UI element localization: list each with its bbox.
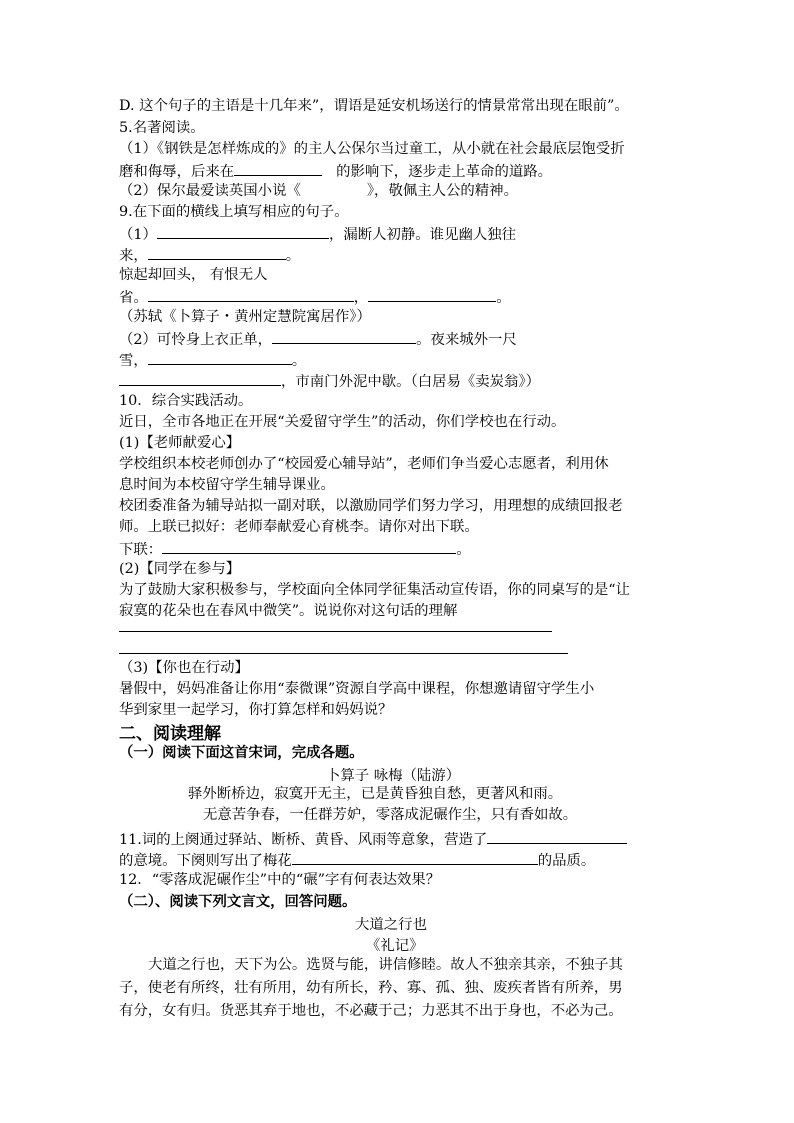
answer-blank[interactable] xyxy=(119,371,281,386)
answer-blank[interactable] xyxy=(148,350,292,365)
question-10-3-heading: （3)【你也在行动】 xyxy=(119,660,249,676)
answer-line[interactable] xyxy=(119,631,552,632)
question-9-2-bai: ，市南门外泥中歇。（白居易《卖炭翁》） xyxy=(119,371,540,392)
question-10-1-heading: (1)【老师献爱心】 xyxy=(119,435,241,451)
question-11-line1: 11.词的上阕通过驿站、断桥、黄昏、风雨等意象，营造了 xyxy=(119,829,627,850)
question-10-1-line4: 师。上联已拟好：老师奉献爱心育桃李。请你对出下联。 xyxy=(119,519,479,535)
option-d: D. 这个句子的主语是十几年来”，谓语是延安机场送行的情景常常出现在眼前”。 xyxy=(119,98,629,114)
question-9-2: （2）可怜身上衣正单， 。夜来城外一尺 xyxy=(119,329,517,350)
answer-line[interactable] xyxy=(119,653,568,654)
question-9-1-lai: 来， 。 xyxy=(119,245,300,266)
answer-blank[interactable] xyxy=(148,287,354,302)
poem-line-1: 驿外断桥边，寂寞开无主，已是黄昏独自愁，更著风和雨。 xyxy=(188,786,563,802)
question-5-2: （2）保尔最爱读英国小说《 》，敬佩主人公的精神。 xyxy=(119,183,518,199)
question-9-1-source: （苏轼《卜算子・黄州定慧院寓居作》） xyxy=(119,309,371,325)
classical-text-3: 有分，女有归。货恶其弃于地也，不必藏于己；力恶其不出于身也，不必为己。 xyxy=(119,1003,623,1019)
question-5-1-line2: 磨和侮辱，后来在 的影响下，逐步走上革命的道路。 xyxy=(119,161,552,182)
question-10-3-line2: 华到家里一起学习，你打算怎样和妈妈说？ xyxy=(119,702,393,718)
question-10-2-heading: (2)【同学在参与】 xyxy=(119,561,241,577)
question-9-1-sheng: 省。 ， 。 xyxy=(119,287,511,308)
answer-blank[interactable] xyxy=(272,329,416,344)
classical-text-2: 子，使老有所终，壮有所用，幼有所长，矜、寡、孤、独、废疾者皆有所养，男 xyxy=(119,980,623,996)
question-9-2-xue: 雪， 。 xyxy=(119,350,306,371)
question-10-3-line1: 暑假中，妈妈准备让你用“泰微课”资源自学高中课程，你想邀请留守学生小 xyxy=(119,681,595,697)
couplet-answer: 下联： 。 xyxy=(119,539,471,560)
question-5-1-line1: （1）《钢铁是怎样炼成的》的主人公保尔当过童工，从小就在社会最底层饱受折 xyxy=(119,141,625,157)
question-10-1-line1: 学校组织本校老师创办了“校园爱心辅导站”，老师们争当爱心志愿者，利用休 xyxy=(119,456,609,472)
question-10-2-line2: 寂寞的花朵也在春风中微笑”。说说你对这句话的理解 xyxy=(119,603,458,619)
part-1-heading: （一）阅读下面这首宋词，完成各题。 xyxy=(119,744,364,761)
answer-blank[interactable] xyxy=(148,245,286,260)
question-10-heading: 10．综合实践活动。 xyxy=(119,393,253,409)
question-10-1-line3: 校团委准备为辅导站拟一副对联，以激励同学们努力学习，用理想的成绩回报老 xyxy=(119,498,623,514)
question-12: 12．“零落成泥碾作尘”中的“碾”字有何表达效果？ xyxy=(119,872,441,888)
classical-source: 《礼记》 xyxy=(366,938,424,954)
answer-blank[interactable] xyxy=(157,224,329,239)
question-10-intro: 近日，全市各地正在开展“关爱留守学生”的活动，你们学校也在行动。 xyxy=(119,414,566,430)
question-11-line2: 的意境。下阕则写出了梅花 的品质。 xyxy=(119,850,595,871)
answer-blank[interactable] xyxy=(292,850,538,865)
answer-blank[interactable] xyxy=(234,161,322,176)
poem-line-2: 无意苦争春，一任群芳妒，零落成泥碾作尘，只有香如故。 xyxy=(203,807,578,823)
classical-text-1: 大道之行也，天下为公。选贤与能，讲信修睦。故人不独亲其亲，不独子其 xyxy=(148,957,623,973)
question-10-2-line1: 为了鼓励大家积极参与，学校面向全体同学征集活动宣传语，你的同桌写的是“让 xyxy=(119,582,631,598)
question-9-1: （1） ，漏断人初静。谁见幽人独往 xyxy=(119,224,516,245)
question-5-heading: 5.名著阅读。 xyxy=(119,120,205,136)
answer-blank[interactable] xyxy=(368,287,496,302)
poem-title: 卜算子 咏梅（陆游） xyxy=(326,768,461,784)
question-10-1-line2: 息时间为本校留守学生辅导课业。 xyxy=(119,477,335,493)
part-2-heading: （二）、阅读下列文言文，回答问题。 xyxy=(119,893,357,910)
question-9-1-jingqi: 惊起却回头， 有恨无人 xyxy=(119,267,268,283)
section-2-title: 二、阅读理解 xyxy=(119,724,221,744)
answer-blank[interactable] xyxy=(162,539,456,554)
question-9-heading: 9.在下面的横线上填写相应的句子。 xyxy=(119,204,349,220)
answer-blank[interactable] xyxy=(487,829,627,844)
classical-title: 大道之行也 xyxy=(355,917,427,933)
